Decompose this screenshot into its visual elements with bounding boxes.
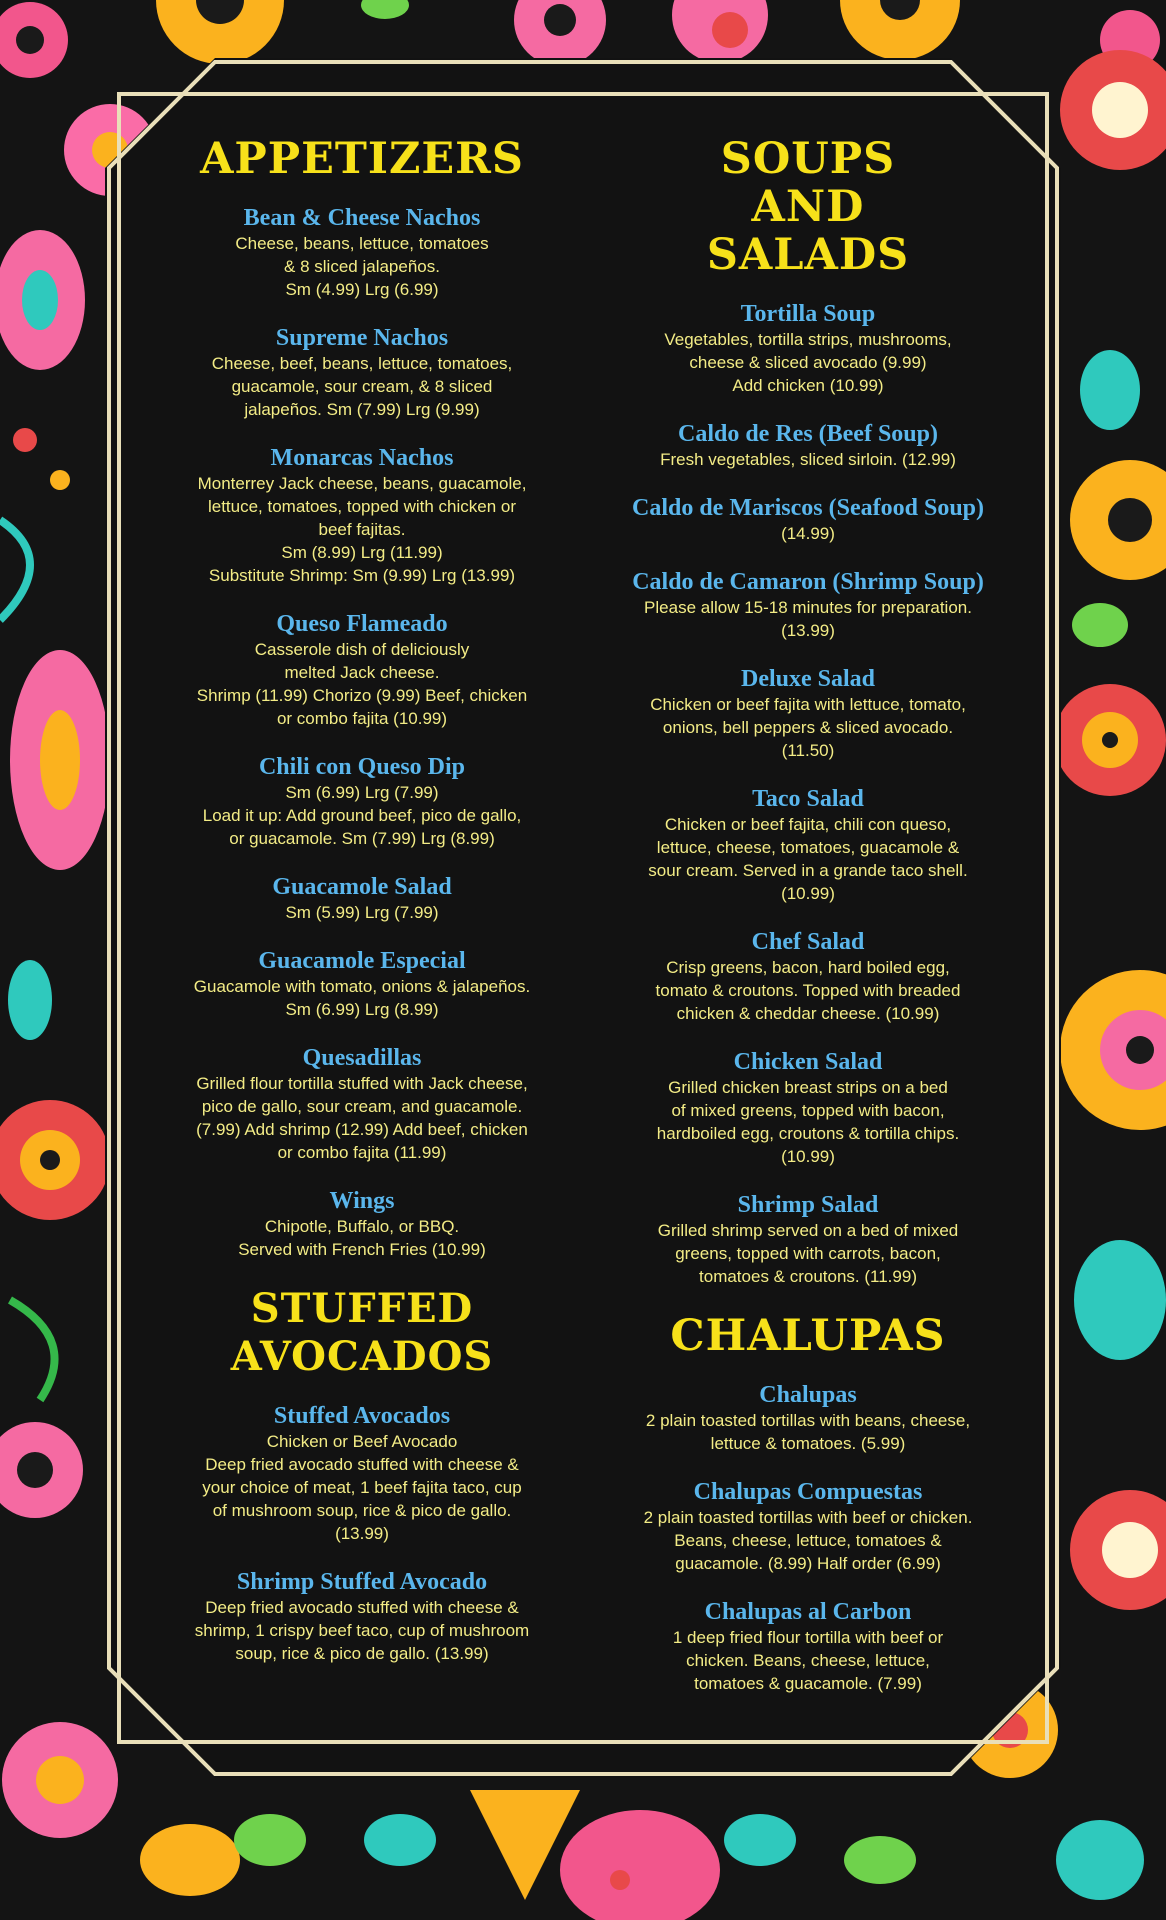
menu-item [152, 948, 572, 1021]
item-description: Fresh vegetables, sliced sirloin. (12.99) [660, 450, 956, 469]
item-name: Taco Salad [752, 786, 864, 812]
item-name: Caldo de Res (Beef Soup) [677, 421, 938, 447]
item-name: Guacamole Salad [272, 874, 452, 900]
menu-item [152, 611, 572, 730]
item-name: Wings [329, 1188, 395, 1214]
item-description: Grilled flour tortilla stuffed with Jack cheese, pico de gallo, sour cream, and guacamole. (7.99) Add shrimp (12.99) Add beef, chicken or combo fajita (11.99) [196, 1074, 528, 1162]
menu-item [598, 495, 1018, 545]
menu-item [598, 786, 1018, 905]
menu-item [152, 1569, 572, 1665]
item-name: Queso Flameado [276, 611, 448, 637]
menu-item [598, 666, 1018, 762]
item-description: 2 plain toasted tortillas with beans, cheese, lettuce & tomatoes. (5.99) [645, 1411, 971, 1453]
menu-item [598, 569, 1018, 642]
item-name: Chili con Queso Dip [258, 754, 466, 780]
item-name: Tortilla Soup [740, 301, 876, 327]
item-description: 1 deep fried flour tortilla with beef or chicken. Beans, cheese, lettuce, tomatoes & guacamole. (7.99) [672, 1628, 944, 1693]
item-description: 2 plain toasted tortillas with beef or chicken. Beans, cheese, lettuce, tomatoes & guacamole. (8.99) Half order (6.99) [643, 1508, 973, 1573]
item-name: Quesadillas [302, 1045, 422, 1071]
item-name: Shrimp Salad [737, 1192, 879, 1218]
menu-item [598, 1192, 1018, 1288]
item-name: Deluxe Salad [740, 666, 875, 692]
item-name: Chalupas Compuestas [693, 1479, 923, 1505]
chalupas-heading: CHALUPAS [670, 1311, 946, 1361]
appetizers-heading: APPETIZERS [200, 134, 524, 184]
menu-item [152, 325, 572, 421]
item-description: Sm (6.99) Lrg (7.99) Load it up: Add ground beef, pico de gallo, or guacamole. Sm (7.99) Lrg (8.99) [202, 783, 522, 848]
item-description: Monterrey Jack cheese, beans, guacamole, lettuce, tomatoes, topped with chicken or beef fajitas. Sm (8.99) Lrg (11.99) Substitute Shrimp: Sm (9.99) Lrg (13.99) [197, 474, 527, 585]
menu-item [598, 929, 1018, 1025]
item-name: Caldo de Mariscos (Seafood Soup) [631, 495, 985, 521]
item-name: Chicken Salad [733, 1049, 883, 1075]
item-description: Chicken or beef fajita with lettuce, tomato, onions, bell peppers & sliced avocado. (11.50) [650, 695, 966, 760]
menu-item [152, 445, 572, 587]
menu-item [598, 301, 1018, 397]
item-description: Cheese, beef, beans, lettuce, tomatoes, guacamole, sour cream, & 8 sliced jalapeños. Sm (7.99) Lrg (9.99) [211, 354, 513, 419]
item-name: Stuffed Avocados [273, 1403, 451, 1429]
item-name: Caldo de Camaron (Shrimp Soup) [632, 569, 984, 595]
menu-item [152, 205, 572, 301]
item-description: Chicken or beef fajita, chili con queso, lettuce, cheese, tomatoes, guacamole & sour cream. Served in a grande taco shell. (10.99) [648, 815, 968, 903]
menu-item [152, 874, 572, 924]
soups-salads-heading: SOUPS AND SALADS [706, 134, 910, 280]
item-name: Shrimp Stuffed Avocado [236, 1569, 488, 1595]
menu-item [598, 421, 1018, 471]
menu-item [598, 1479, 1018, 1575]
item-name: Chalupas al Carbon [704, 1599, 912, 1625]
item-description: Cheese, beans, lettuce, tomatoes & 8 sliced jalapeños. Sm (4.99) Lrg (6.99) [235, 234, 489, 299]
item-description: Chicken or Beef Avocado Deep fried avocado stuffed with cheese & your choice of meat, 1 beef fajita taco, cup of mushroom soup, rice & pico de gallo. (13.99) [202, 1432, 522, 1543]
item-description: (14.99) [781, 524, 835, 543]
item-name: Chef Salad [751, 929, 865, 955]
item-name: Monarcas Nachos [270, 445, 454, 471]
menu-item [152, 1188, 572, 1261]
menu-item [598, 1599, 1018, 1695]
item-description: Grilled shrimp served on a bed of mixed greens, topped with carrots, bacon, tomatoes & croutons. (11.99) [657, 1221, 959, 1286]
item-description: Deep fried avocado stuffed with cheese & shrimp, 1 crispy beef taco, cup of mushroom soup, rice & pico de gallo. (13.99) [194, 1598, 530, 1663]
item-description: Crisp greens, bacon, hard boiled egg, tomato & croutons. Topped with breaded chicken & cheddar cheese. (10.99) [655, 958, 961, 1023]
menu-item [152, 1045, 572, 1164]
item-description: Please allow 15-18 minutes for preparation. (13.99) [644, 598, 972, 640]
right-column [598, 135, 1018, 1719]
item-name: Supreme Nachos [275, 325, 449, 351]
left-column [152, 135, 572, 1689]
menu-item [152, 1403, 572, 1545]
menu-item [598, 1382, 1018, 1455]
menu-item [152, 754, 572, 850]
item-description: Chipotle, Buffalo, or BBQ. Served with French Fries (10.99) [238, 1217, 486, 1259]
item-description: Guacamole with tomato, onions & jalapeños. Sm (6.99) Lrg (8.99) [193, 977, 531, 1019]
item-name: Guacamole Especial [258, 948, 466, 974]
menu-item [598, 1049, 1018, 1168]
item-description: Sm (5.99) Lrg (7.99) [285, 903, 439, 922]
stuffed-avocados-heading: STUFFED AVOCADOS [230, 1285, 494, 1380]
item-description: Casserole dish of deliciously melted Jack cheese. Shrimp (11.99) Chorizo (9.99) Beef, chicken or combo fajita (10.99) [196, 640, 528, 728]
item-description: Grilled chicken breast strips on a bed of mixed greens, topped with bacon, hardboiled egg, croutons & tortilla chips. (10.99) [656, 1078, 960, 1166]
item-description: Vegetables, tortilla strips, mushrooms, cheese & sliced avocado (9.99) Add chicken (10.99) [664, 330, 952, 395]
item-name: Bean & Cheese Nachos [243, 205, 481, 231]
item-name: Chalupas [759, 1382, 857, 1408]
